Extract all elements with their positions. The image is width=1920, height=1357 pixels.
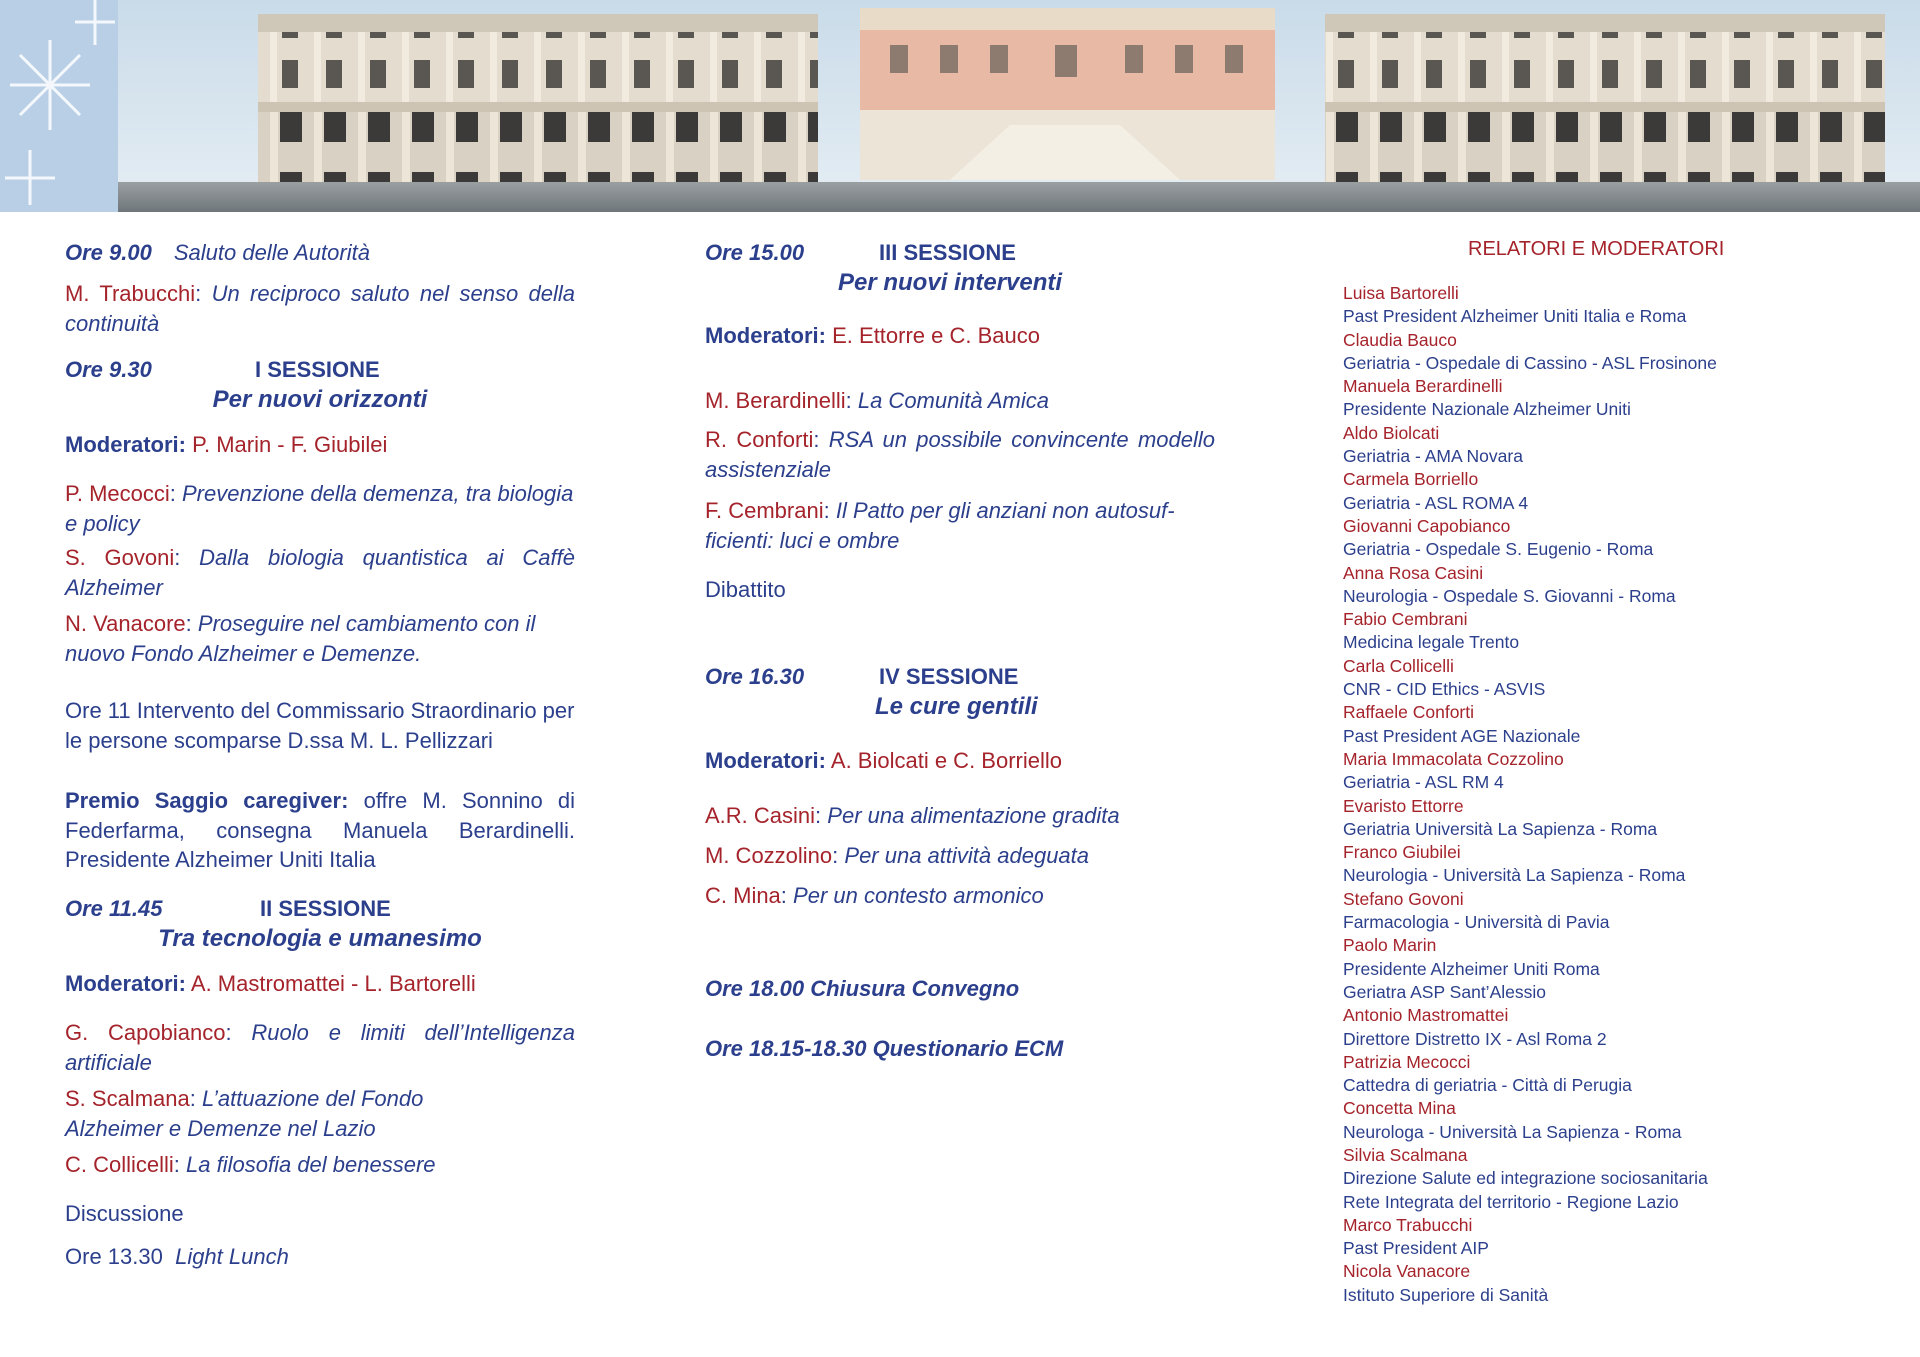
session-time: Ore 9.30 <box>65 357 152 382</box>
talk-title: RSA un possibile convincente modello assistenziale <box>705 427 1215 482</box>
moderators-label: Moderatori: <box>65 432 186 457</box>
speaker-name: C. Mina <box>705 883 781 908</box>
discussion-label: Discussione <box>65 1201 184 1226</box>
speaker-list-name: Carmela Borriello <box>1343 469 1479 490</box>
award-text: offre M. Sonnino di Federfarma, consegna Manuela Berardinelli. Presidente Alzheimer Uniti Italia <box>65 788 575 872</box>
talk-title: Il Patto per gli anziani non autosuf-ficienti: luci e ombre <box>705 498 1175 553</box>
moderators-names: A. Mastromattei - L. Bartorelli <box>190 971 476 996</box>
moderators-label: Moderatori: <box>65 971 186 996</box>
speaker-list-role: Geriatria - ASL RM 4 <box>1343 772 1504 793</box>
speaker-list-role: Geriatria Università La Sapienza - Roma <box>1343 818 1658 839</box>
speaker-list-role: Istituto Superiore di Sanità <box>1343 1284 1549 1305</box>
speaker-list-name: Nicola Vanacore <box>1343 1261 1471 1282</box>
session-time: Ore 11.45 <box>65 896 163 921</box>
talk-title: L’attuazione del Fondo Alzheimer e Demenze nel Lazio <box>65 1086 424 1141</box>
moderators-names: E. Ettorre e C. Bauco <box>832 323 1040 348</box>
speaker-name: G. Capobianco <box>65 1020 226 1045</box>
session-title: Per nuovi orizzonti <box>212 386 428 413</box>
speakers-title: RELATORI E MODERATORI <box>1468 238 1725 260</box>
speaker-list-role: Neurologa - Università La Sapienza - Roma <box>1343 1121 1682 1142</box>
speaker-list-role: Geriatria - AMA Novara <box>1343 446 1523 467</box>
speaker-list-role: Geriatria - Ospedale S. Eugenio - Roma <box>1343 539 1654 560</box>
speaker-list-name: Anna Rosa Casini <box>1343 562 1484 583</box>
speaker-name: M. Cozzolino <box>705 843 833 868</box>
speaker-list-name: Patrizia Mecocci <box>1343 1051 1471 1072</box>
talk-title: Per una attività adeguata <box>844 843 1090 868</box>
commissioner-intervention: Ore 11 Intervento del Commissario Straordinario per le persone scomparse D.ssa M. L. Pellizzari <box>65 698 575 753</box>
session-title: Le cure gentili <box>875 693 1038 720</box>
closing-session: Ore 18.00 Chiusura Convegno <box>705 976 1020 1001</box>
speaker-list-name: Claudia Bauco <box>1343 329 1457 350</box>
speaker-list-role: Direzione Salute ed integrazione sociosanitaria <box>1343 1168 1708 1189</box>
speaker-list-role: Past President AGE Nazionale <box>1343 725 1581 746</box>
speaker-list-name: Manuela Berardinelli <box>1343 376 1503 397</box>
talk-title: Proseguire nel cambiamento con il nuovo Fondo Alzheimer e Demenze. <box>65 611 536 666</box>
speaker-list-role: Neurologia - Università La Sapienza - Roma <box>1343 865 1686 886</box>
speaker-list-name: Concetta Mina <box>1343 1098 1456 1119</box>
speaker-list-name: Paolo Marin <box>1343 935 1437 956</box>
speaker-list-name: Stefano Govoni <box>1343 888 1464 909</box>
session-time: Ore 9.00 <box>65 240 152 265</box>
campidoglio-panorama-image <box>0 0 1920 212</box>
moderators-label: Moderatori: <box>705 323 826 348</box>
speaker-name: M. Trabucchi <box>65 281 196 306</box>
talk-title: Ruolo e limiti dell’Intelligenza artificiale <box>65 1020 575 1075</box>
speaker-list-role: Geriatria - Ospedale di Cassino - ASL Frosinone <box>1343 352 1717 373</box>
speaker-name: S. Govoni <box>65 545 175 570</box>
speaker-list-role: Past President AIP <box>1343 1238 1489 1259</box>
speaker-list-name: Fabio Cembrani <box>1343 609 1468 630</box>
speaker-list-role: Geriatria - ASL ROMA 4 <box>1343 492 1529 513</box>
speaker-list-role: Neurologia - Ospedale S. Giovanni - Roma <box>1343 585 1676 606</box>
talk-title: Prevenzione della demenza, tra biologia e policy <box>65 481 574 536</box>
speaker-list-name: Luisa Bartorelli <box>1343 283 1459 303</box>
ecm-questionnaire: Ore 18.15-18.30 Questionario ECM <box>705 1036 1064 1061</box>
lunch-label: Light Lunch <box>175 1244 289 1269</box>
speaker-list-name: Evaristo Ettorre <box>1343 795 1464 816</box>
speaker-list-name: Marco Trabucchi <box>1343 1214 1473 1235</box>
talk-title: Per un contesto armonico <box>793 883 1044 908</box>
talk-title: Per una alimentazione gradita <box>827 803 1120 828</box>
moderators-label: Moderatori: <box>705 748 826 773</box>
speaker-list-role: CNR - CID Ethics - ASVIS <box>1343 679 1546 700</box>
lunch-time: Ore 13.30 <box>65 1244 163 1269</box>
speaker-name: R. Conforti <box>705 427 814 452</box>
speaker-list-name: Silvia Scalmana <box>1343 1144 1468 1165</box>
speaker-list-role: Past President Alzheimer Uniti Italia e Roma <box>1343 306 1687 327</box>
talk-title: Un reciproco saluto nel senso della continuità <box>65 281 576 336</box>
debate-label: Dibattito <box>705 577 786 602</box>
talk-title: La filosofia del benessere <box>186 1152 436 1177</box>
speaker-list-role: Presidente Alzheimer Uniti Roma <box>1343 958 1600 979</box>
speaker-list-name: Carla Collicelli <box>1343 655 1454 676</box>
speaker-list-name: Franco Giubilei <box>1343 842 1461 863</box>
speaker-name: F. Cembrani <box>705 498 824 523</box>
session-number: I SESSIONE <box>255 357 380 382</box>
header-banner <box>0 0 1920 212</box>
talk-title: La Comunità Amica <box>857 388 1050 413</box>
session-time: Ore 16.30 <box>705 664 805 689</box>
moderators-names: A. Biolcati e C. Borriello <box>830 748 1062 773</box>
speaker-list-role: Medicina legale Trento <box>1343 632 1520 653</box>
session-number: II SESSIONE <box>260 896 391 921</box>
speaker-list-role: Direttore Distretto IX - Asl Roma 2 <box>1343 1028 1607 1049</box>
session-label: Saluto delle Autorità <box>173 240 370 265</box>
speaker-list-name: Aldo Biolcati <box>1343 422 1440 443</box>
speaker-name: S. Scalmana <box>65 1086 190 1111</box>
session-number: III SESSIONE <box>879 240 1016 265</box>
session-title: Per nuovi interventi <box>838 269 1063 296</box>
speaker-list-role: Presidente Nazionale Alzheimer Uniti <box>1343 399 1631 420</box>
speaker-name: P. Mecocci <box>65 481 170 506</box>
speaker-name: N. Vanacore <box>65 611 186 636</box>
speaker-list-role: Cattedra di geriatria - Città di Perugia <box>1343 1075 1632 1096</box>
speaker-name: C. Collicelli <box>65 1152 174 1177</box>
speaker-list-name: Antonio Mastromattei <box>1343 1005 1509 1026</box>
speakers-list <box>1343 282 1883 1307</box>
speaker-list-role: Farmacologia - Università di Pavia <box>1343 912 1610 933</box>
speaker-name: M. Berardinelli <box>705 388 846 413</box>
session-title: Tra tecnologia e umanesimo <box>158 925 482 952</box>
talk-title: Dalla biologia quantistica ai Caffè Alzheimer <box>65 545 575 600</box>
moderators-names: P. Marin - F. Giubilei <box>192 432 388 457</box>
speaker-list-name: Giovanni Capobianco <box>1343 515 1511 536</box>
speaker-list-name: Maria Immacolata Cozzolino <box>1343 748 1564 769</box>
award-label: Premio Saggio caregiver: <box>65 788 349 813</box>
speaker-name: A.R. Casini <box>705 803 816 828</box>
session-number: IV SESSIONE <box>879 664 1019 689</box>
speaker-list-role: Rete Integrata del territorio - Regione Lazio <box>1343 1191 1679 1212</box>
session-time: Ore 15.00 <box>705 240 805 265</box>
speaker-list-role: Geriatra ASP Sant’Alessio <box>1343 981 1546 1002</box>
speaker-list-name: Raffaele Conforti <box>1343 702 1475 723</box>
